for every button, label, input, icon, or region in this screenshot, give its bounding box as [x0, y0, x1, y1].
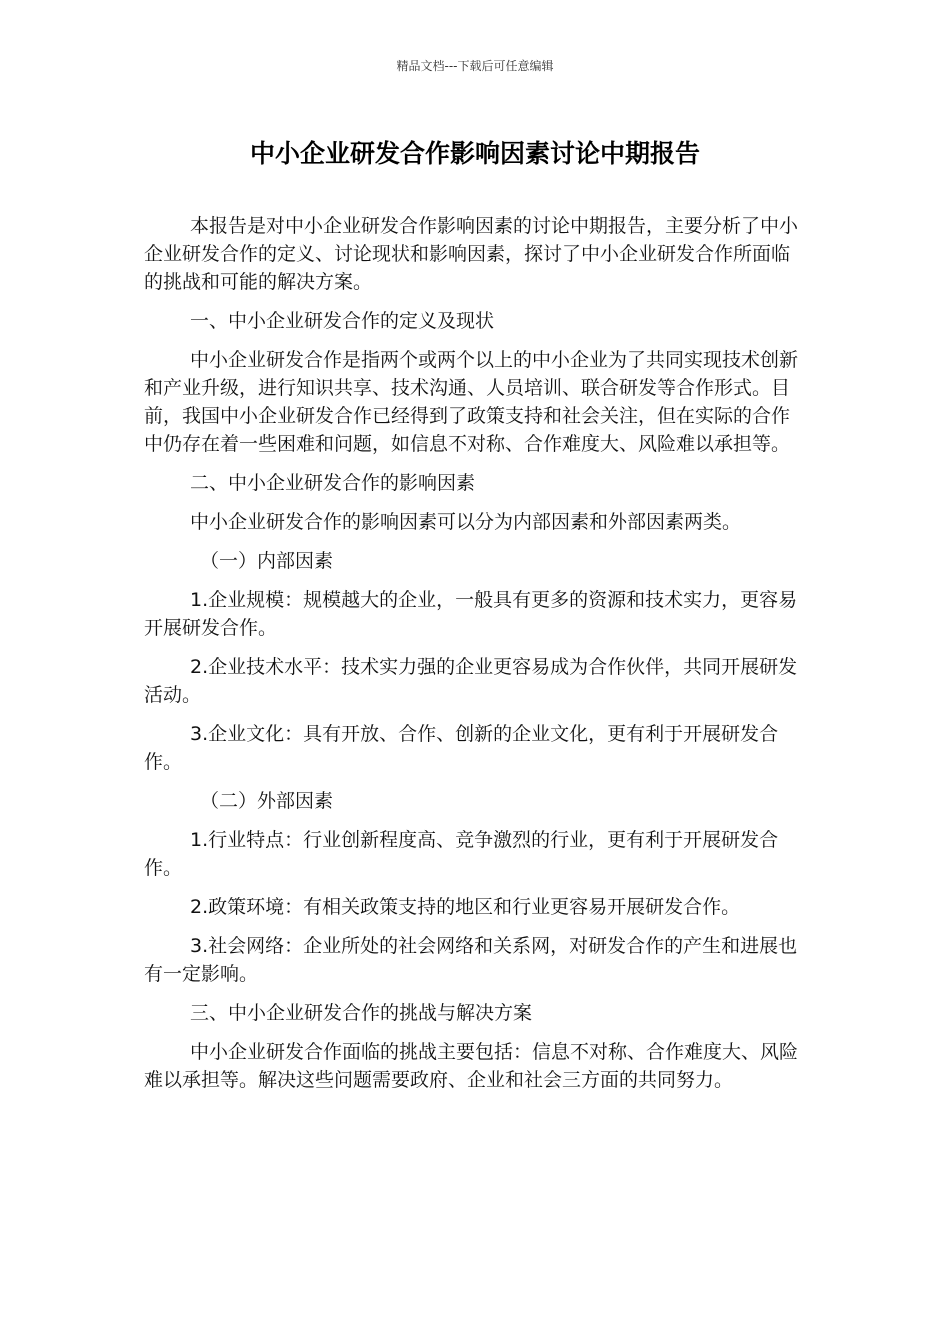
external-factor-item: 2.政策环境：有相关政策支持的地区和行业更容易开展研发合作。	[190, 896, 741, 918]
subsection-heading-internal: （一）内部因素	[200, 550, 334, 572]
external-factor-item: 1.行业特点：行业创新程度高、竞争激烈的行业，更有利于开展研发合作。	[144, 829, 779, 879]
factors-paragraph: 中小企业研发合作的影响因素可以分为内部因素和外部因素两类。	[190, 511, 742, 533]
subsection-heading-external: （二）外部因素	[200, 790, 334, 812]
definition-paragraph: 中小企业研发合作是指两个或两个以上的中小企业为了共同实现技术创新和产业升级，进行知识共享、技术沟通、人员培训、联合研发等合作形式。目前，我国中小企业研发合作已经得到了政策支持和社会关注，但在实际的合作中仍存在着一些困难和问题，如信息不对称、合作难度大、风险难以承担等。	[144, 349, 799, 455]
section-heading-challenges: 三、中小企业研发合作的挑战与解决方案	[190, 1002, 533, 1024]
external-factor-item: 3.社会网络：企业所处的社会网络和关系网，对研发合作的产生和进展也有一定影响。	[144, 935, 798, 985]
document-body	[144, 212, 806, 1105]
section-heading-factors: 二、中小企业研发合作的影响因素	[190, 472, 476, 494]
challenges-paragraph: 中小企业研发合作面临的挑战主要包括：信息不对称、合作难度大、风险难以承担等。解决这些问题需要政府、企业和社会三方面的共同努力。	[144, 1041, 799, 1091]
header-note: 精品文档---下载后可任意编辑	[396, 59, 554, 73]
internal-factor-item: 3.企业文化：具有开放、合作、创新的企业文化，更有利于开展研发合作。	[144, 723, 779, 773]
document-title: 中小企业研发合作影响因素讨论中期报告	[249, 139, 700, 168]
intro-paragraph: 本报告是对中小企业研发合作影响因素的讨论中期报告，主要分析了中小企业研发合作的定义、讨论现状和影响因素，探讨了中小企业研发合作所面临的挑战和可能的解决方案。	[144, 215, 799, 293]
internal-factor-item: 2.企业技术水平：技术实力强的企业更容易成为合作伙伴，共同开展研发活动。	[144, 656, 798, 706]
section-heading-definition: 一、中小企业研发合作的定义及现状	[190, 310, 495, 332]
internal-factor-item: 1.企业规模：规模越大的企业，一般具有更多的资源和技术实力，更容易开展研发合作。	[144, 589, 798, 639]
